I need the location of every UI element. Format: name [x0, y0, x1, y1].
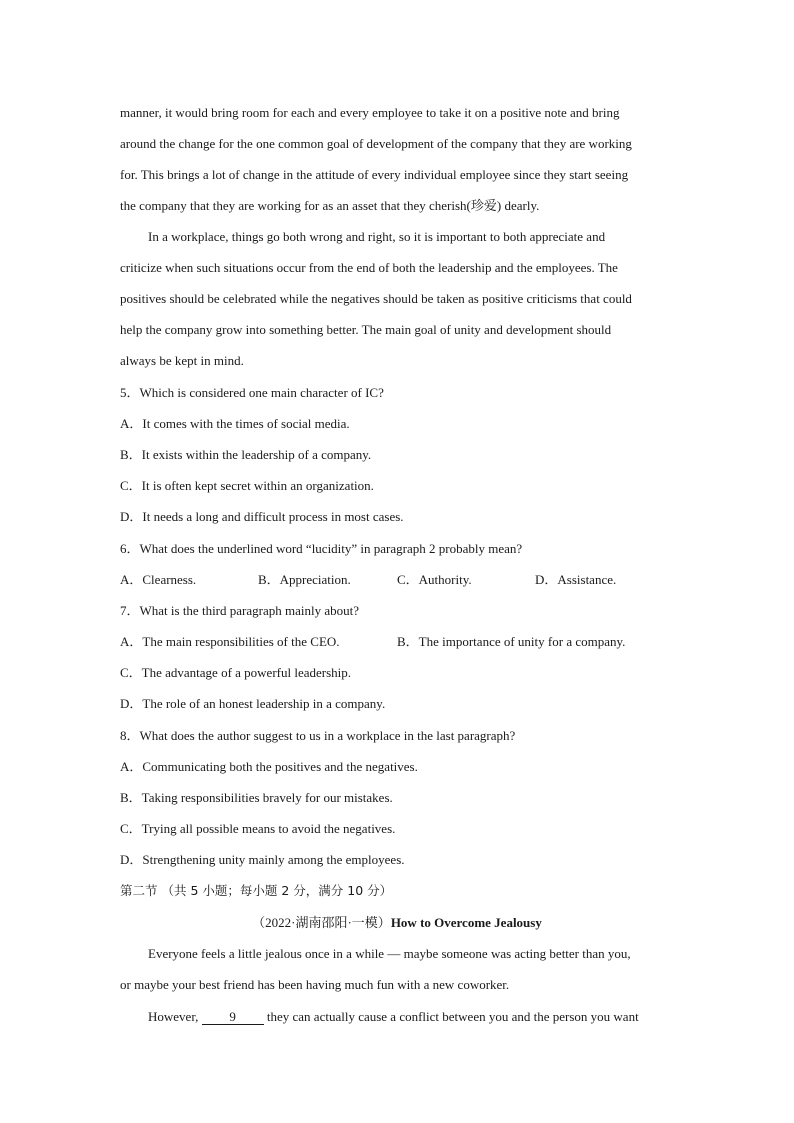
question-7-stem: 7．What is the third paragraph mainly about? [120, 603, 359, 618]
question-6-option-d: D．Assistance. [535, 572, 617, 587]
question-6-option-a: A．Clearness. [120, 572, 197, 587]
section-heading: 第二节 （共 5 小题；每小题 2 分，满分 10 分） [120, 883, 393, 898]
passage-title [0, 915, 794, 931]
question-7-option-a: A．The main responsibilities of the CEO. [120, 634, 340, 649]
passage-line: for. This brings a lot of change in the attitude of every individual employee since they start seeing [120, 167, 629, 182]
question-7-option-b: B．The importance of unity for a company. [397, 634, 626, 649]
question-8-option-b: B．Taking responsibilities bravely for our mistakes. [120, 790, 393, 805]
passage-line: around the change for the one common goal of development of the company that they are working [120, 136, 632, 151]
passage-line: In a workplace, things go both wrong and right, so it is important to both appreciate and [148, 229, 606, 244]
passage-line: manner, it would bring room for each and every employee to take it on a positive note and bring [120, 105, 620, 120]
passage-line: or maybe your best friend has been having much fun with a new coworker. [120, 977, 510, 992]
question-8-option-c: C．Trying all possible means to avoid the negatives. [120, 821, 396, 836]
question-8-option-a: A．Communicating both the positives and the negatives. [120, 759, 418, 774]
passage-line: always be kept in mind. [120, 353, 244, 368]
passage-line [148, 1009, 708, 1025]
question-5-stem: 5．Which is considered one main character of IC? [120, 385, 384, 400]
question-7-option-c: C．The advantage of a powerful leadership. [120, 665, 352, 680]
question-8-stem: 8．What does the author suggest to us in a workplace in the last paragraph? [120, 728, 516, 743]
question-5-option-d: D．It needs a long and difficult process in most cases. [120, 509, 404, 524]
passage-line: Everyone feels a little jealous once in a while — maybe someone was acting better than you, [148, 946, 631, 961]
passage-source: （2022·湖南邵阳·一模） [252, 915, 391, 930]
passage-line: criticize when such situations occur from the end of both the leadership and the employees. The [120, 260, 618, 275]
question-7-option-d: D．The role of an honest leadership in a company. [120, 696, 386, 711]
passage-line: help the company grow into something better. The main goal of unity and development should [120, 322, 612, 337]
passage-text: they can actually cause a conflict between you and the person you want [263, 1009, 639, 1024]
question-6-option-b: B．Appreciation. [258, 572, 351, 587]
passage-text: However, [148, 1009, 202, 1024]
question-5-option-a: A．It comes with the times of social media. [120, 416, 350, 431]
question-5-option-c: C．It is often kept secret within an organization. [120, 478, 374, 493]
question-6-option-c: C．Authority. [397, 572, 472, 587]
question-8-option-d: D．Strengthening unity mainly among the employees. [120, 852, 405, 867]
passage-line: positives should be celebrated while the negatives should be taken as positive criticisms that could [120, 291, 632, 306]
question-6-stem: 6．What does the underlined word “lucidity” in paragraph 2 probably mean? [120, 541, 523, 556]
blank-9[interactable]: 9 [202, 1010, 264, 1025]
passage-line: the company that they are working for as an asset that they cherish(珍爱) dearly. [120, 198, 540, 213]
passage-title-text: How to Overcome Jealousy [390, 915, 542, 930]
question-5-option-b: B．It exists within the leadership of a company. [120, 447, 372, 462]
